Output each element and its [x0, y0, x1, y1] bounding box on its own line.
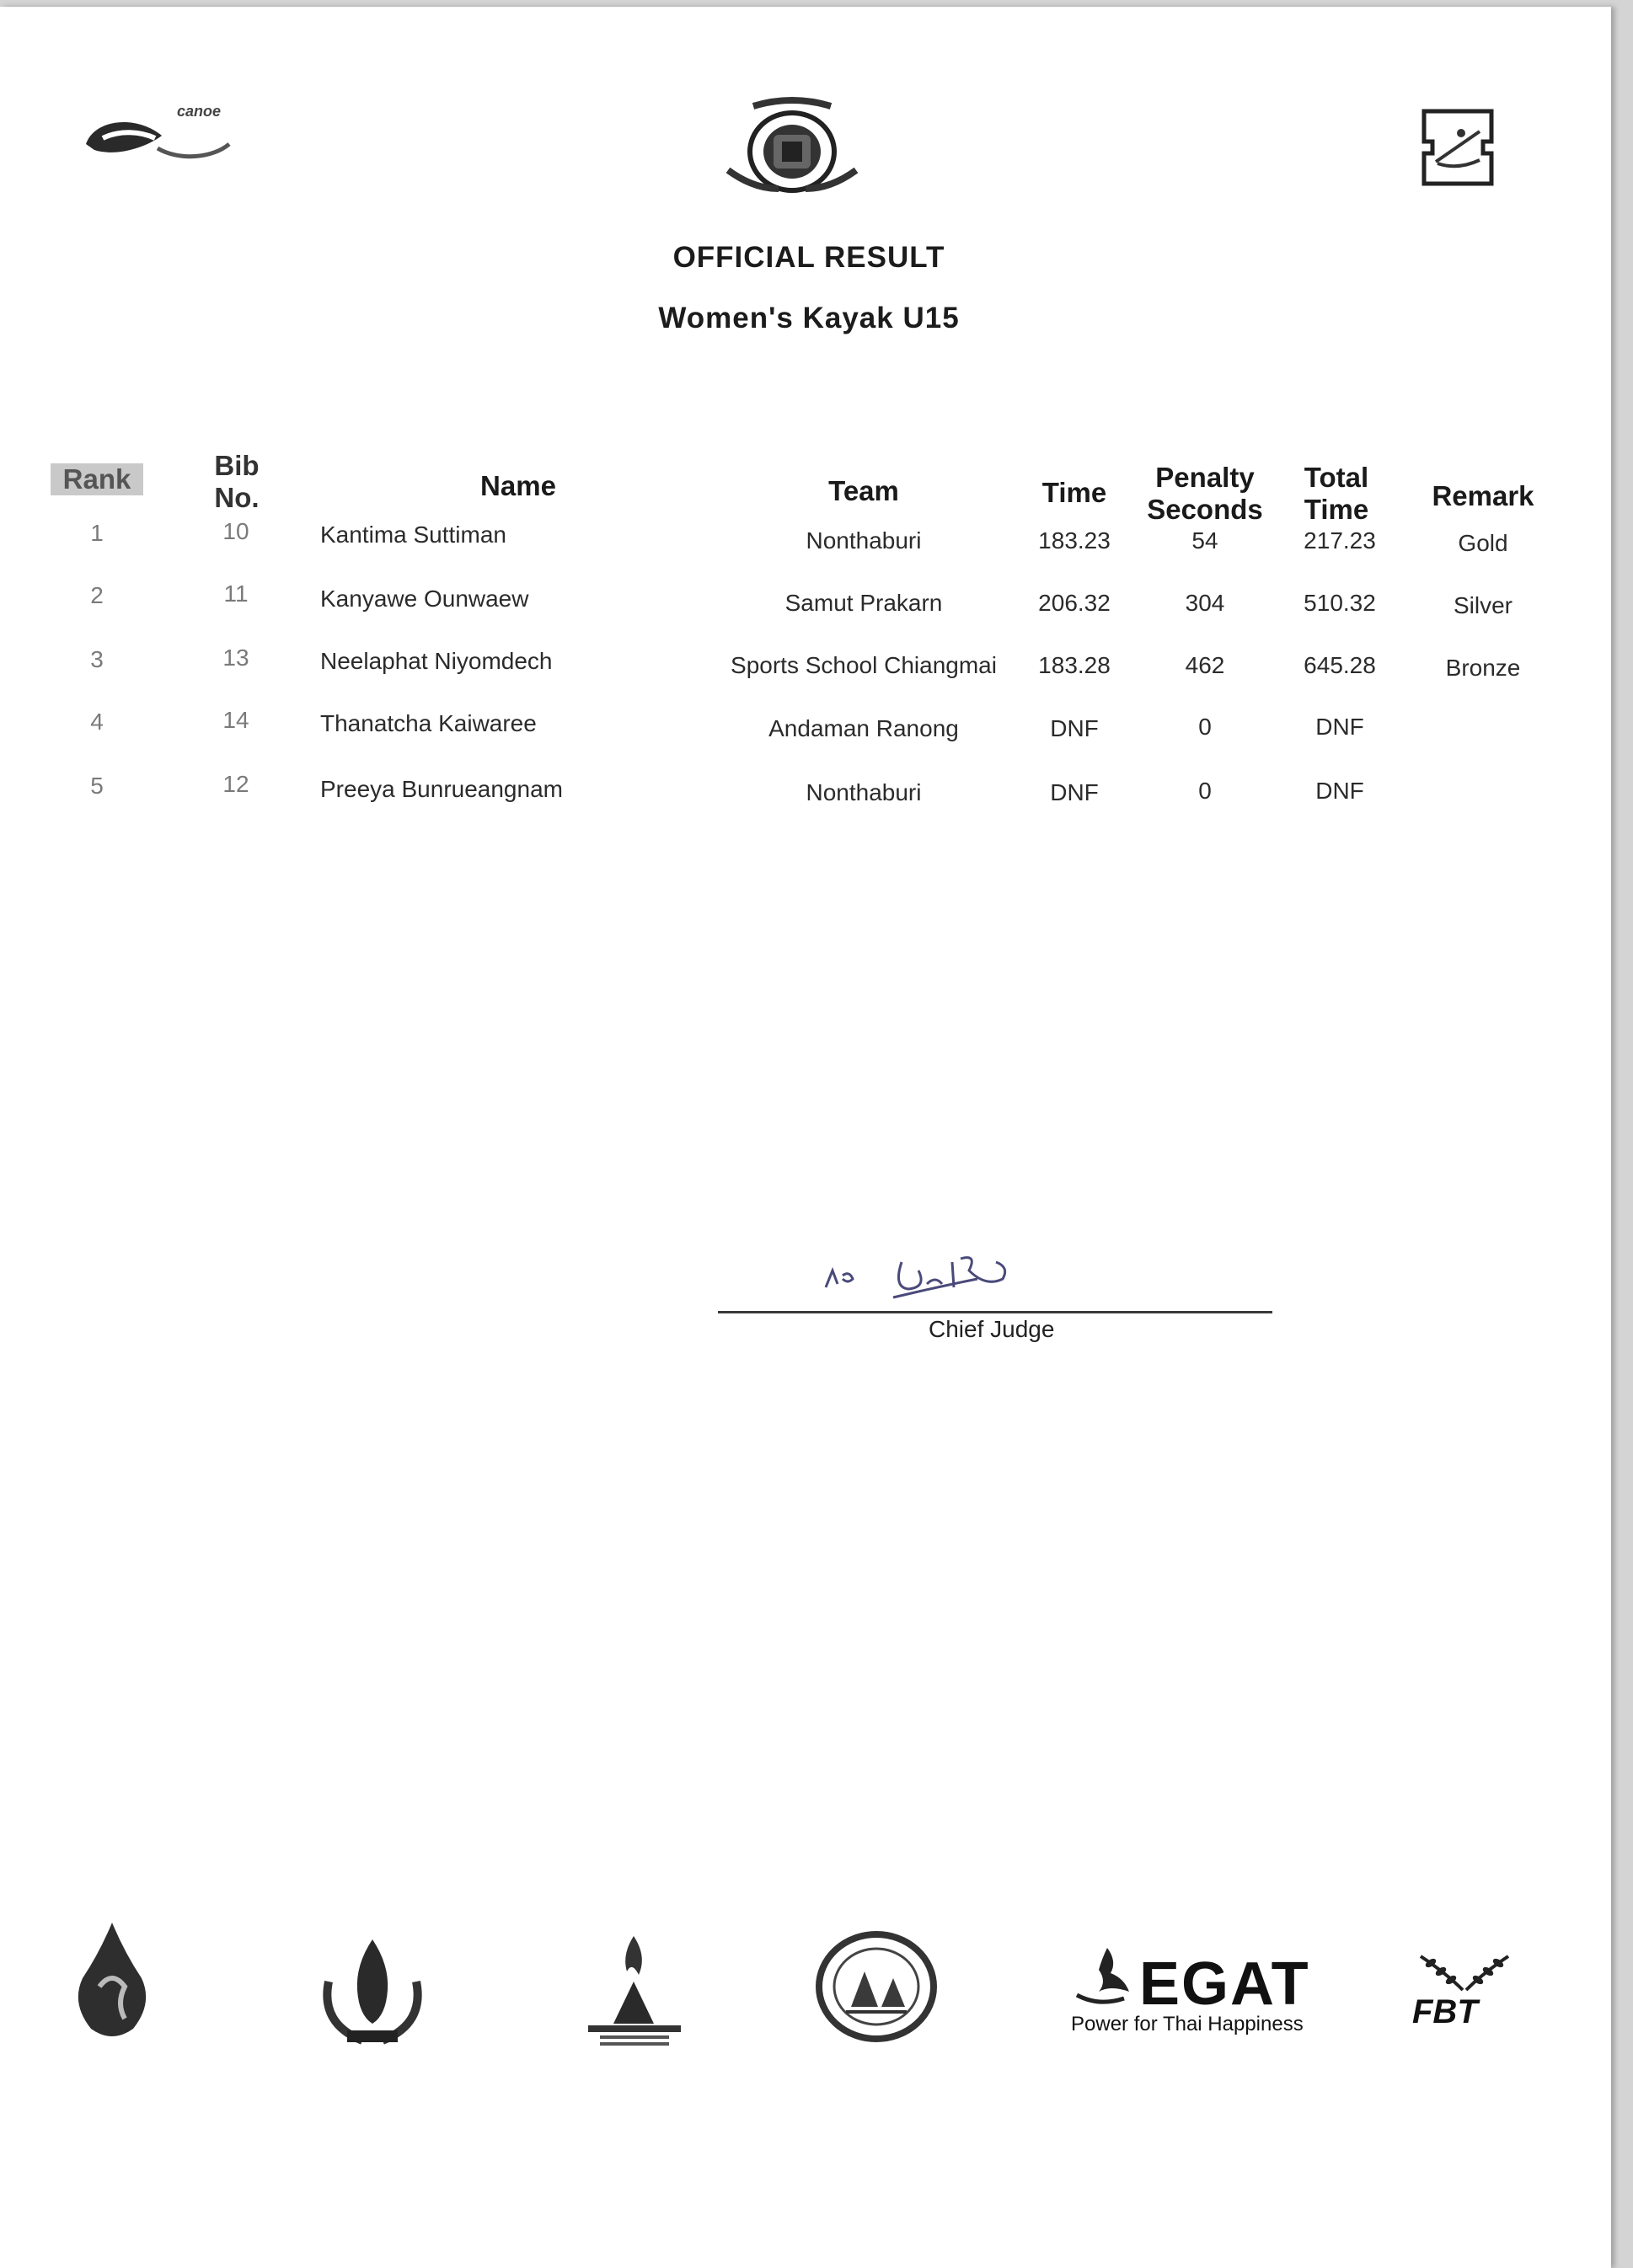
remark-cell: Bronze	[1445, 655, 1521, 681]
penalty-cell: 54	[1191, 527, 1218, 554]
rank-cell: 3	[90, 646, 104, 672]
bib-cell: 13	[222, 645, 249, 671]
rank-cell: 1	[90, 520, 104, 546]
center-crest-logo	[720, 94, 865, 199]
bib-cell: 11	[223, 580, 249, 607]
remark-cell: Gold	[1458, 530, 1508, 556]
document-title: OFFICIAL RESULT	[672, 241, 945, 274]
rank-cell: 5	[90, 773, 104, 799]
header-time: Time	[1041, 477, 1107, 508]
penalty-cell: 0	[1198, 778, 1212, 804]
header-penalty-seconds: Penalty Seconds	[1147, 462, 1263, 525]
torch-emblem-logo	[580, 1931, 689, 2052]
egat-logo-word: EGAT	[1139, 1950, 1310, 2018]
header-team: Team	[828, 475, 899, 506]
signature-label: Chief Judge	[929, 1316, 1055, 1342]
total-time-cell: 217.23	[1304, 527, 1376, 554]
total-time-cell: DNF	[1315, 778, 1364, 804]
total-time-cell: DNF	[1315, 714, 1364, 740]
header-remark: Remark	[1432, 480, 1534, 511]
header-rank: Rank	[51, 463, 143, 495]
header-name: Name	[480, 470, 556, 501]
name-cell: Kanyawe Ounwaew	[320, 586, 529, 612]
wreath-emblem-logo	[312, 1931, 433, 2052]
total-time-cell: 510.32	[1304, 590, 1376, 616]
result-sheet	[0, 7, 1611, 2268]
kayak-pictogram-logo	[1419, 108, 1496, 187]
egat-bird-icon	[1073, 1944, 1136, 2009]
name-cell: Neelaphat Niyomdech	[320, 648, 553, 674]
penalty-cell: 304	[1185, 590, 1225, 616]
bib-cell: 10	[222, 518, 249, 544]
event-subtitle: Women's Kayak U15	[658, 302, 960, 334]
canoe-federation-logo	[78, 98, 246, 174]
bib-cell: 12	[222, 771, 249, 797]
time-cell: DNF	[1050, 715, 1099, 741]
time-cell: 206.32	[1038, 590, 1111, 616]
header-bib: Bib No.	[214, 450, 260, 513]
egat-tagline: Power for Thai Happiness	[1071, 2013, 1304, 2035]
naga-emblem-logo	[66, 1919, 158, 2046]
total-time-cell: 645.28	[1304, 652, 1376, 678]
rank-cell: 4	[90, 709, 104, 735]
name-cell: Preeya Bunrueangnam	[320, 776, 563, 802]
time-cell: 183.23	[1038, 527, 1111, 554]
name-cell: Kantima Suttiman	[320, 522, 506, 548]
signature-line	[718, 1311, 1272, 1313]
rank-cell: 2	[90, 582, 104, 608]
name-cell: Thanatcha Kaiwaree	[320, 710, 537, 736]
team-cell: Sports School Chiangmai	[731, 652, 997, 678]
time-cell: 183.28	[1038, 652, 1111, 678]
team-cell: Andaman Ranong	[768, 715, 959, 741]
handwritten-signature	[809, 1228, 1062, 1313]
fbt-laurel-icon	[1412, 1948, 1517, 1995]
seal-emblem-logo	[814, 1929, 939, 2044]
penalty-cell: 462	[1185, 652, 1225, 678]
svg-text:canoe: canoe	[177, 103, 222, 120]
bib-cell: 14	[222, 707, 249, 733]
penalty-cell: 0	[1198, 714, 1212, 740]
fbt-logo-word: FBT	[1412, 1993, 1478, 2030]
time-cell: DNF	[1050, 779, 1099, 805]
team-cell: Nonthaburi	[806, 779, 922, 805]
header-total-time: Total Time	[1304, 462, 1369, 525]
remark-cell: Silver	[1453, 592, 1513, 618]
team-cell: Nonthaburi	[806, 527, 922, 554]
team-cell: Samut Prakarn	[784, 590, 943, 616]
